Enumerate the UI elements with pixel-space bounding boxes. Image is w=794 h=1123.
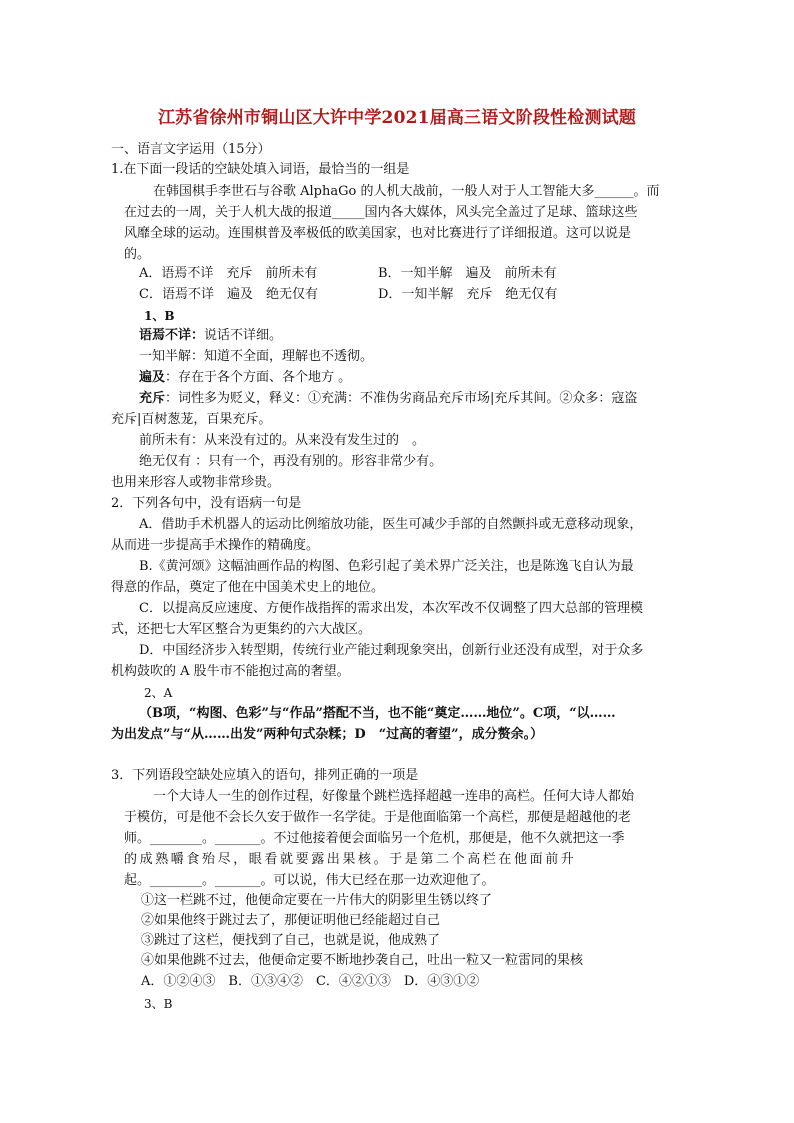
q3-passage-line: 于模仿，可是他不会长久安于做作一名学徒。于是他面临第一个高栏，那便是超越他的老: [124, 810, 632, 825]
q1-option-d: D．一知半解 充斥 绝无仅有: [378, 287, 558, 302]
q1-note: [139, 326, 282, 346]
q1-note: 一知半解：知道不全面，理解也不透彻。: [139, 349, 374, 364]
q2-answer: 2、A: [144, 686, 173, 700]
q2-option-b: B.《黄河颂》这幅油画作品的构图、色彩引起了美术界广泛关注，也是陈逸飞自认为最: [139, 559, 634, 574]
q3-passage-line: 一个大诗人一生的创作过程，好像量个跳栏选择超越一连串的高栏。任何大诗人都始: [153, 789, 635, 804]
q1-option-b: B．一知半解 遍及 前所未有: [378, 266, 557, 281]
q2-option-b-cont: 得意的作品，奠定了他在中国美术史上的地位。: [111, 580, 385, 595]
q2-option-a-cont: 从而进一步提高手术操作的精确度。: [111, 538, 320, 553]
note-term: 遍及: [139, 370, 166, 385]
q1-option-a: A．语焉不详 充斥 前所未有: [139, 266, 318, 281]
q1-passage-line: 在韩国棋手李世石与谷歌 AlphaGo 的人机大战前，一般人对于人工智能大多______。而: [153, 184, 660, 199]
q3-answer: 3、B: [144, 997, 173, 1011]
question-3-stem: 3．下列语段空缺处应填入的语句，排列正确的一项是: [111, 768, 419, 783]
q3-passage-line: 的成熟嚼食殆尽，眼看就要露出果核。于是第二个高栏在他面前升: [124, 852, 577, 867]
q1-answer: 1、B: [144, 309, 175, 323]
note-text: ：词性多为贬义，释义：①充满：不准伪劣商品充斥市场|充斥其间。②众多：寇盗: [165, 391, 638, 406]
q3-sentence-1: ①这一栏跳不过，他便命定要在一片伟大的阴影里生锈以终了: [141, 893, 493, 908]
q1-note: 充斥|百树葱茏，百果充斥。: [111, 412, 272, 427]
note-term: 充斥: [139, 391, 166, 406]
q2-option-c-cont: 式，还把七大军区整合为更集约的六大战区。: [111, 622, 372, 637]
section-heading: 一、语言文字运用（15分）: [111, 142, 271, 157]
q2-explanation: （B项，“构图、色彩”与“作品”搭配不当，也不能“奠定……地位”。C项，“以……: [139, 706, 616, 721]
q1-passage-line: 的。: [124, 247, 151, 262]
q1-note: [139, 368, 351, 388]
q1-note: 也用来形容人或物非常珍贵。: [111, 475, 281, 490]
q2-option-d: D．中国经济步入转型期，传统行业产能过剩现象突出，创新行业还没有成型，对于众多: [139, 643, 644, 658]
q3-passage-line: 起。________。_______。可以说，伟大已经在那一边欢迎他了。: [124, 873, 495, 888]
q1-passage-line: 风靡全球的运动。连围棋普及率极低的欧美国家，也对比赛进行了详细报道。这可以说是: [124, 226, 632, 241]
q2-option-a: A．借助手术机器人的运动比例缩放功能，医生可减少手部的自然颤抖或无意移动现象，: [139, 517, 643, 532]
q3-sentence-4: ④如果他跳不过去，他便命定要不断地抄袭自己，吐出一粒又一粒雷同的果核: [141, 953, 584, 968]
note-text: ：存在于各个方面、各个地方 。: [165, 370, 352, 385]
q2-option-c: C．以提高反应速度、方便作战指挥的需求出发，本次军改不仅调整了四大总部的管理模: [139, 601, 643, 616]
q3-options: A．①②④③ B．①③④② C．④②①③ D．④③①②: [141, 974, 480, 989]
q2-option-d-cont: 机构鼓吹的 A 股牛市不能抱过高的奢望。: [111, 664, 350, 679]
q3-sentence-3: ③跳过了这栏，便找到了自己，也就是说，他成熟了: [141, 933, 441, 948]
q1-passage-line: 在过去的一周，关于人机大战的报道_____国内各大媒体，风头完全盖过了足球、篮球这些: [124, 205, 638, 220]
question-2-stem: 2．下列各句中，没有语病一句是: [111, 496, 302, 511]
q3-sentence-2: ②如果他终于跳过去了，那便证明他已经能超过自己: [141, 913, 441, 928]
page-title: 江苏省徐州市铜山区大许中学2021届高三语文阶段性检测试题: [157, 108, 637, 128]
q2-explanation-cont: 为出发点”与“从……出发”两种句式杂糅；D “过高的奢望”，成分赘余。）: [111, 727, 544, 742]
note-text: 说话不详细。: [204, 328, 283, 343]
question-1-stem: 1.在下面一段话的空缺处填入词语，最恰当的一组是: [111, 162, 410, 177]
q3-passage-line: 师。________。_______。不过他接着便会面临另一个危机，那便是，他不久就把这一季: [124, 831, 625, 846]
q1-note: 前所未有：从来没有过的。从来没有发生过的 。: [139, 433, 426, 448]
q1-note: [139, 389, 637, 409]
q1-option-c: C．语焉不详 遍及 绝无仅有: [139, 287, 318, 302]
note-term: 语焉不详：: [139, 328, 205, 343]
q1-note: 绝无仅有 ：只有一个，再没有别的。形容非常少有。: [139, 454, 443, 469]
